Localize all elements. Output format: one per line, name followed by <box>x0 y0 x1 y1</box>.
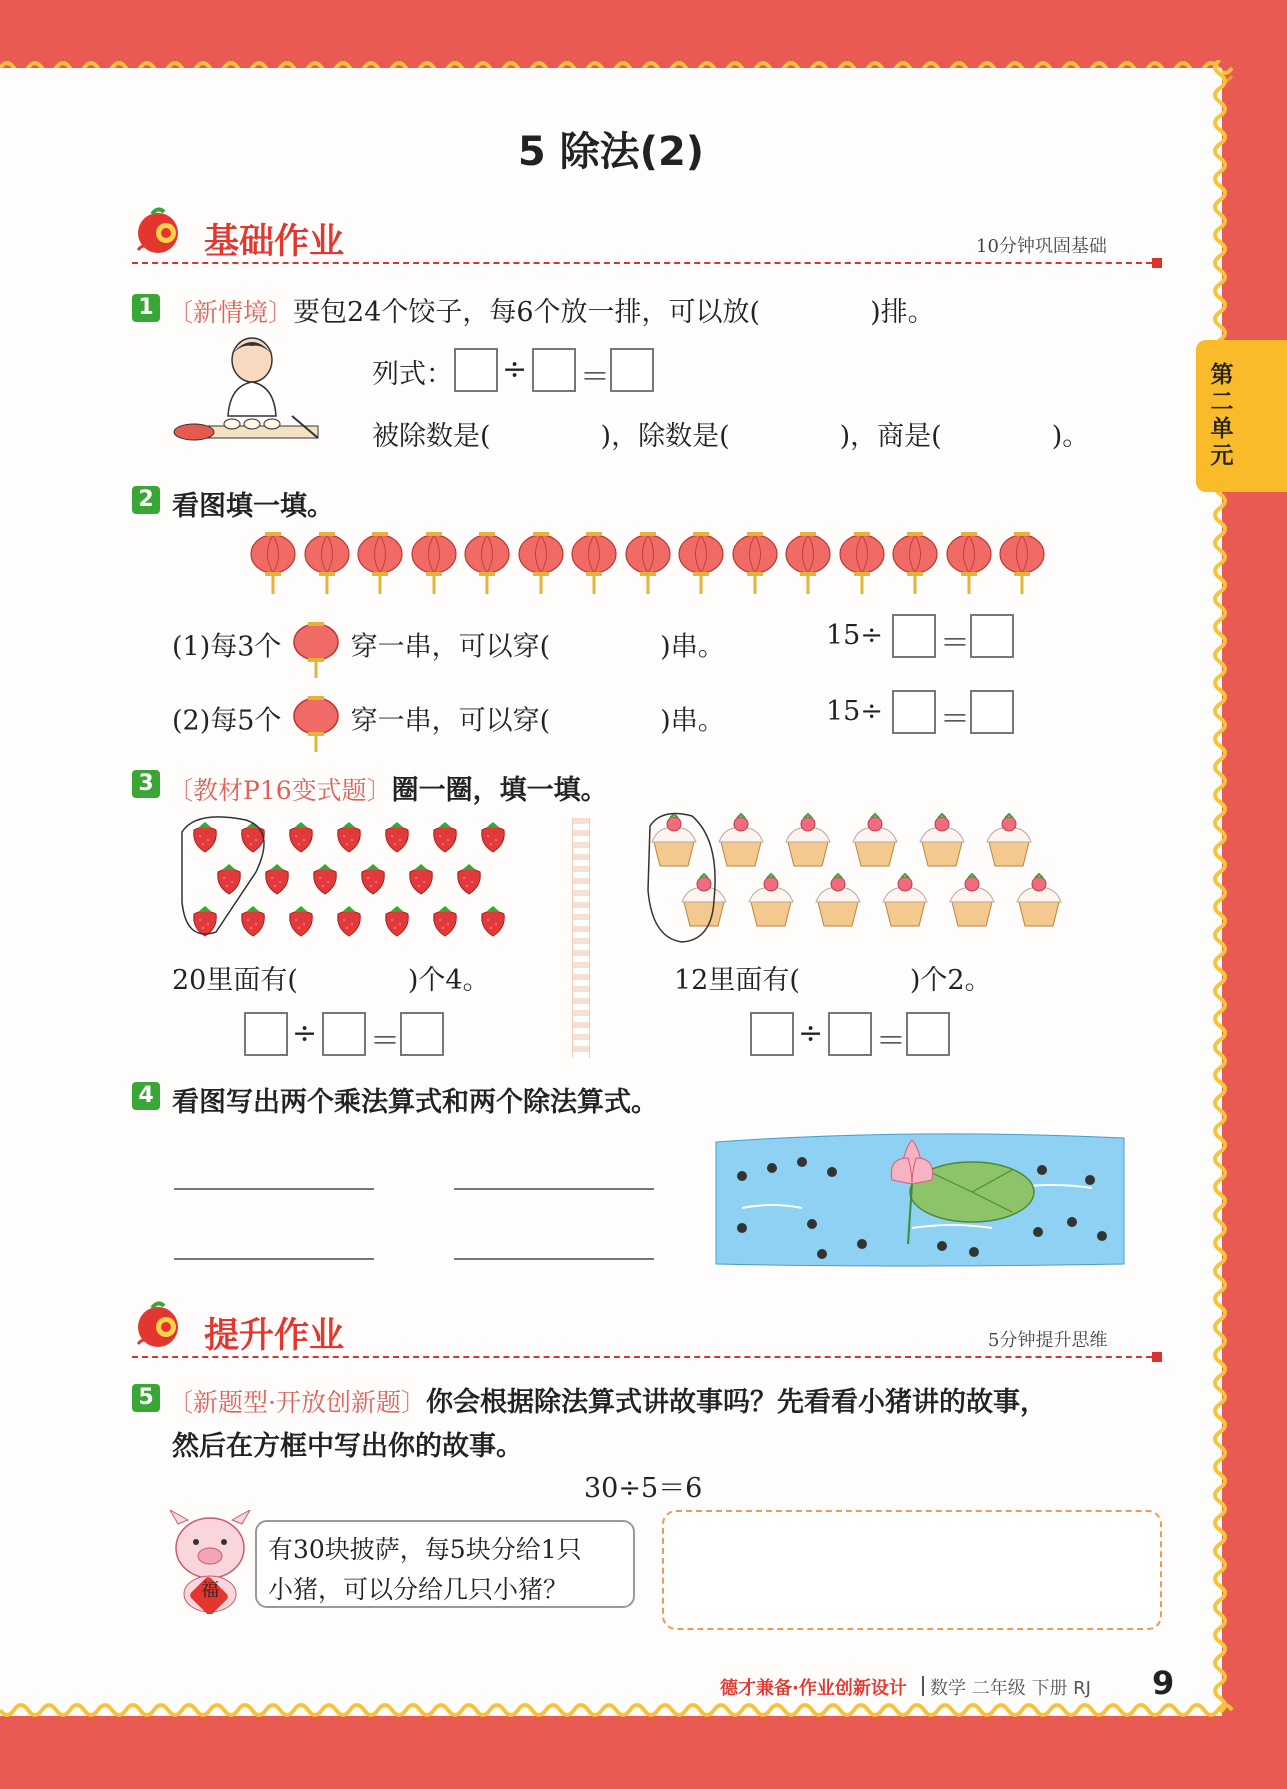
q2-sub2-line <box>172 690 725 754</box>
strawberry-icon <box>452 862 486 896</box>
q2-sub1-line <box>172 616 725 680</box>
q2-sub2-divisor-box[interactable] <box>892 690 936 734</box>
bottom-wave-border <box>0 1696 1287 1736</box>
question-5-tag: 〔新题型·开放创新题〕 <box>168 1388 426 1417</box>
question-1-text-end: )排。 <box>870 297 935 328</box>
lantern-row <box>248 528 1048 596</box>
q3-right-divide: ÷ <box>798 1016 824 1051</box>
lantern-icon <box>462 528 512 596</box>
cupcake-icon <box>782 812 834 868</box>
lantern-icon <box>409 528 459 596</box>
lantern-icon <box>730 528 780 596</box>
strawberry-icon <box>356 862 390 896</box>
question-1-stem <box>168 290 935 329</box>
section-advanced-note: 5分钟提升思维 <box>988 1330 1108 1351</box>
right-wave-border <box>1200 60 1240 1730</box>
example-circle-mark <box>176 812 276 942</box>
question-4-text: 看图写出两个乘法算式和两个除法算式。 <box>172 1087 658 1118</box>
lantern-icon <box>248 528 298 596</box>
q3-left-equals: ＝ <box>370 1024 400 1059</box>
page-number: 9 <box>1152 1664 1175 1702</box>
lantern-icon <box>516 528 566 596</box>
q2-sub1-middle: 穿一串，可以穿( <box>350 631 551 663</box>
strawberry-icon <box>404 862 438 896</box>
q3-left-text <box>172 958 490 997</box>
story-answer-box[interactable] <box>662 1510 1162 1630</box>
strawberry-icon <box>308 862 342 896</box>
q1-parts-quotient-label: )，商是( <box>839 421 942 452</box>
q2-sub2-expr: 15÷ <box>826 696 883 727</box>
q3-right-text-b: )个2。 <box>909 965 992 996</box>
q2-sub2-suffix: )串。 <box>660 705 725 737</box>
question-5-number: 5 <box>132 1384 160 1412</box>
question-3-stem <box>168 768 608 807</box>
divider-end-mark <box>1152 258 1162 268</box>
q1-dividend-box[interactable] <box>454 348 498 392</box>
cupcake-icon <box>849 812 901 868</box>
q4-answer-line-3[interactable] <box>174 1258 374 1260</box>
divider-end-mark <box>1152 1352 1162 1362</box>
cupcake-icon <box>715 812 767 868</box>
strawberry-icon <box>332 820 366 854</box>
question-1-number: 1 <box>132 294 160 322</box>
q3-left-text-a: 20里面有( <box>172 965 298 996</box>
q2-sub2-prefix: (2)每5个 <box>172 705 282 737</box>
q3-right-equals: ＝ <box>876 1024 906 1059</box>
lantern-icon <box>290 690 342 754</box>
q4-answer-line-4[interactable] <box>454 1258 654 1260</box>
lantern-icon <box>290 616 342 680</box>
unit-side-tab-label: 第二单元 <box>1210 362 1234 469</box>
q2-sub2-quotient-box[interactable] <box>970 690 1014 734</box>
q2-sub1-expr: 15÷ <box>826 620 883 651</box>
question-3-number: 3 <box>132 770 160 798</box>
q1-divisor-box[interactable] <box>532 348 576 392</box>
question-1-text: 要包24个饺子，每6个放一排，可以放( <box>293 297 761 328</box>
cupcake-icon <box>946 872 998 928</box>
q3-right-text <box>674 958 992 997</box>
strawberry-icon <box>428 820 462 854</box>
strawberry-icon <box>476 820 510 854</box>
q2-sub1-suffix: )串。 <box>660 631 725 663</box>
lantern-icon <box>302 528 352 596</box>
dividing-strip <box>572 818 590 1058</box>
q2-sub1-quotient-box[interactable] <box>970 614 1014 658</box>
q3-right-dividend-box[interactable] <box>750 1012 794 1056</box>
section-basic-note: 10分钟巩固基础 <box>976 236 1107 257</box>
q4-answer-line-1[interactable] <box>174 1188 374 1190</box>
q2-sub1-prefix: (1)每3个 <box>172 631 282 663</box>
pig-bubble-line1: 有30块披萨，每5块分给1只 <box>268 1535 582 1564</box>
cupcake-icon <box>812 872 864 928</box>
q3-left-divisor-box[interactable] <box>322 1012 366 1056</box>
pond-tadpoles-illustration <box>712 1128 1128 1268</box>
lantern-icon <box>569 528 619 596</box>
pig-fu-badge-text: 福 <box>201 1580 219 1601</box>
q1-formula-label: 列式： <box>372 359 453 390</box>
question-3-text: 圈一圈，填一填。 <box>391 775 608 806</box>
cupcake-icon <box>1013 872 1065 928</box>
cupcake-icon <box>983 812 1035 868</box>
lantern-icon <box>623 528 673 596</box>
q1-divide-sign: ÷ <box>502 352 528 387</box>
lantern-icon <box>837 528 887 596</box>
q1-parts-dividend-label: 被除数是( <box>372 421 491 452</box>
lantern-icon <box>997 528 1047 596</box>
cupcake-icon <box>745 872 797 928</box>
question-5-stem <box>168 1380 1047 1419</box>
q2-sub2-middle: 穿一串，可以穿( <box>350 705 551 737</box>
q3-left-divide: ÷ <box>292 1016 318 1051</box>
page-title: 5 除法(2) <box>517 129 705 175</box>
strawberry-icon <box>380 820 414 854</box>
q3-right-quotient-box[interactable] <box>906 1012 950 1056</box>
lantern-icon <box>355 528 405 596</box>
question-5-text-line2: 然后在方框中写出你的故事。 <box>172 1431 523 1462</box>
strawberry-icon <box>476 904 510 938</box>
q1-equals-sign: ＝ <box>580 360 610 395</box>
footer-separator <box>922 1676 924 1696</box>
q1-parts-divisor-label: )，除数是( <box>600 421 730 452</box>
question-5-text-line1: 你会根据除法算式讲故事吗？先看看小猪讲的故事， <box>425 1387 1047 1418</box>
cupcake-icon <box>879 872 931 928</box>
section-advanced-divider <box>132 1356 1162 1358</box>
q1-quotient-box[interactable] <box>610 348 654 392</box>
apple-mascot-icon <box>132 206 186 256</box>
strawberry-icon <box>332 904 366 938</box>
example-circle-mark <box>642 810 722 946</box>
lantern-icon <box>783 528 833 596</box>
child-making-dumplings-illustration <box>172 330 324 458</box>
strawberry-icon <box>284 904 318 938</box>
lantern-icon <box>676 528 726 596</box>
question-2-text: 看图填一填。 <box>172 491 334 522</box>
q2-sub2-equals: ＝ <box>940 702 970 737</box>
question-5-equation: 30÷5＝6 <box>584 1473 703 1504</box>
lantern-icon <box>944 528 994 596</box>
q3-right-divisor-box[interactable] <box>828 1012 872 1056</box>
q2-sub1-divisor-box[interactable] <box>892 614 936 658</box>
q2-sub1-equals: ＝ <box>940 626 970 661</box>
section-advanced-heading: 提升作业 <box>204 1316 345 1356</box>
cupcake-icon <box>916 812 968 868</box>
footer-subject: 数学 二年级 下册 RJ <box>930 1678 1091 1699</box>
apple-mascot-icon <box>132 1300 186 1350</box>
question-2-number: 2 <box>132 486 160 514</box>
q1-parts-line <box>372 414 1089 453</box>
q3-left-quotient-box[interactable] <box>400 1012 444 1056</box>
q1-parts-end: )。 <box>1051 421 1090 452</box>
q3-right-text-a: 12里面有( <box>674 965 800 996</box>
section-basic-heading: 基础作业 <box>204 222 345 262</box>
q4-answer-line-2[interactable] <box>454 1188 654 1190</box>
section-basic-divider <box>132 262 1162 264</box>
strawberry-icon <box>284 820 318 854</box>
pig-bubble-line2: 小猪，可以分给几只小猪？ <box>268 1575 569 1604</box>
lantern-icon <box>890 528 940 596</box>
strawberry-icon <box>428 904 462 938</box>
q3-left-text-b: )个4。 <box>407 965 490 996</box>
footer-series: 德才兼备·作业创新设计 <box>720 1678 907 1699</box>
strawberry-icon <box>380 904 414 938</box>
question-4-number: 4 <box>132 1082 160 1110</box>
question-3-tag: 〔教材P16变式题〕 <box>168 776 392 805</box>
q3-left-dividend-box[interactable] <box>244 1012 288 1056</box>
question-1-tag: 〔新情境〕 <box>168 298 294 327</box>
